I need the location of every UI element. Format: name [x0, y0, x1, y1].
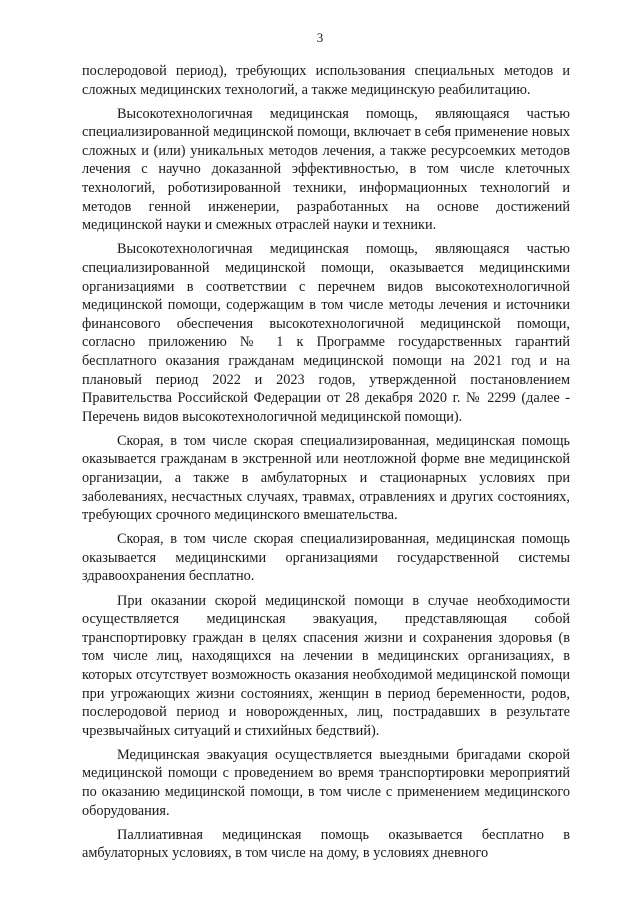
paragraph-emergency-free: Скорая, в том числе скорая специализированная, медицинская помощь оказывается медицинскими организациями государственной системы здравоохранения бесплатно. [82, 531, 570, 585]
paragraph-high-tech-provision: Высокотехнологичная медицинская помощь, являющаяся частью специализированной медицинской помощи, оказывается медицинскими организациями в соответствии с перечнем видов высокотехнологичной медицинской помощи, содержащим в том числе методы лечения и источники финансового обеспечения высокотехнологичной медицинской помощи, согласно приложению № 1 к Программе государственных гарантий бесплатного оказания гражданам медицинской помощи на 2021 год и на плановый период 2022 и 2023 годов, утвержденной постановлением Правительства Российской Федерации от 28 декабря 2020 г. № 2299 (далее - Перечень видов высокотехнологичной медицинской помощи). [82, 241, 570, 425]
document-body [82, 62, 570, 868]
paragraph-emergency-care: Скорая, в том числе скорая специализированная, медицинская помощь оказывается гражданам в экстренной или неотложной форме вне медицинской организации, а также в амбулаторных и стационарных условиях при заболеваниях, несчастных случаях, травмах, отравлениях и других состояниях, требующих срочного медицинского вмешательства. [82, 432, 570, 524]
paragraph-palliative-care: Паллиативная медицинская помощь оказывается бесплатно в амбулаторных условиях, в том числе на дому, в условиях дневного [82, 826, 570, 862]
paragraph-continuation: послеродовой период), требующих использования специальных методов и сложных медицинских технологий, а также медицинскую реабилитацию. [82, 63, 570, 98]
page-number: 3 [316, 30, 324, 45]
paragraph-evacuation-teams: Медицинская эвакуация осуществляется выездными бригадами скорой медицинской помощи с проведением во время транспортировки мероприятий по оказанию медицинской помощи, в том числе с применением медицинского оборудования. [82, 746, 570, 819]
paragraph-high-tech-definition: Высокотехнологичная медицинская помощь, являющаяся частью специализированной медицинской помощи, включает в себя применение новых сложных и (или) уникальных методов лечения, а также ресурсоемких методов лечения с научно доказанной эффективностью, в том числе клеточных технологий, роботизированной техники, информационных технологий и методов генной инженерии, разработанных на основе достижений медицинской науки и смежных отраслей науки и техники. [82, 105, 570, 234]
paragraph-medical-evacuation: При оказании скорой медицинской помощи в случае необходимости осуществляется медицинская эвакуация, представляющая собой транспортировку граждан в целях спасения жизни и сохранения здоровья (в том числе лиц, находящихся на лечении в медицинских организациях, в которых отсутствует возможность оказания необходимой медицинской помощи при угрожающих жизни состояниях, женщин в период беременности, родов, послеродовой период и новорожденных, лиц, пострадавших в результате чрезвычайных ситуаций и стихийных бедствий). [82, 592, 570, 739]
